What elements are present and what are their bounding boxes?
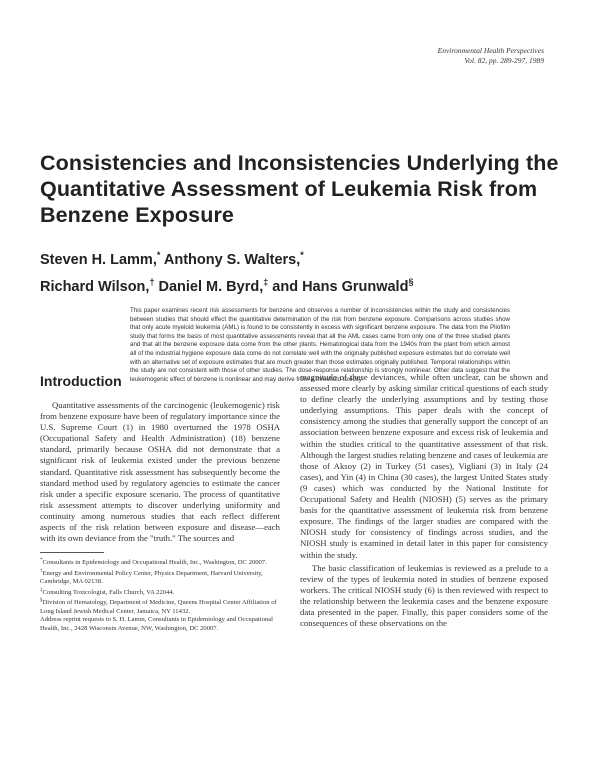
author-mark: § [408,276,414,287]
journal-header [438,46,544,66]
footnote: *Consultants in Epidemiology and Occupational Health, Inc., Washington, DC 20007. [40,558,267,567]
author-mark: ‡ [263,276,269,287]
author-mark: † [149,276,155,287]
footnote-divider [40,552,104,553]
body-paragraph: The basic classification of leukemias is reviewed as a prelude to a review of the types of leukemia noted in studies of benzene exposed workers. The critical NIOSH study (6) is then reviewed with respect to the relationship between the leukemia cases and the benzene exposure data presented in the paper. Finally, this paper considers some of the consequences of these observations on the [300,562,548,629]
body-paragraph: magnitude of these deviances, while often unclear, can be shown and assessed more clearly by asking similar critical questions of each study to define clearly the underlying assumptions and by testing those underlying assumptions. This paper deals with the concept of consistency among the studies that generally support the concept of an association between benzene exposure and excess risk of leukemia and within the studies critical to the quantitative assessment of that risk. Although the largest studies relating benzene and cases of leukemia are those of Aksoy (2) in Turkey (51 cases), Vigliani (3) in Italy (24 cases), and Yin (4) in China (30 cases), the largest United States study (9 cases) which was conducted by the National Institute for Occupational Safety and Health (NIOSH) (5) serves as the primary basis for the quantitative assessment of leukemia risk from benzene exposure. The findings of the larger studies are compared with the NIOSH study for consistency of findings across studies, and the NIOSH study is examined in detail later in this paper for consistency within the study. [300,372,548,560]
author-name: Steven H. Lamm, [40,251,157,268]
author-name: Daniel M. Byrd, [158,278,264,295]
footnote-address: Address reprint requests to S. H. Lamm, Consultants in Epidemiology and Occupational Health, Inc., 2428 Wisconsin Avenue, NW, Washington, DC 20007. [40,616,273,632]
author-name: and Hans Grunwald [272,278,409,295]
footnote: ‡Consulting Toxicologist, Falls Church, VA 22044. [40,587,175,596]
left-column [40,372,280,633]
paper-title: Consistencies and Inconsistencies Underlying the Quantitative Assessment of Leukemia Risk from Benzene Exposure [40,151,559,227]
author-name: Anthony S. Walters, [163,251,301,268]
author-mark: * [156,250,161,260]
author-name: Richard Wilson, [40,278,150,295]
journal-citation: Vol. 82, pp. 289-297, 1989 [464,56,544,65]
abstract: This paper examines recent risk assessments for benzene and observes a number of inconsistencies within the study and consistencies between studies that should effect the quantitative determination of the risk from benzene exposure. Comparisons across studies show that only acute myeloid leukemia (AML) is found to be consistently in excess with significant benzene exposure. The data from the Pliofilm study that forms the basis of most quantitative assessments reveal that all the AML cases came from only one of the three studied plants and that all the benzene exposure data come from the other plants. Hematological data from the 1940s from the plant from which almost all of the industrial hygiene exposure data come do not correlate well with the originally published exposure estimates but do correlate well with an alternative set of exposure estimates that are much greater than those estimates originally published. Temporal relationships within the study are not consistent with those of other studies. The dose-response relationship is strongly nonlinear. Other data suggest that the leukemogenic effect of benzene is nonlinear and may derive from a threshold toxicity. [130,307,510,383]
right-column [300,372,548,629]
author-list [40,244,580,298]
author-mark: * [300,250,304,260]
footnote: †Energy and Environmental Policy Center, Physics Department, Harvard University, Cambridge, MA 02138. [40,568,263,586]
footnote: §Division of Hematology, Department of Medicine, Queens Hospital Center Affiliation of Long Island Jewish Medical Center, Jamaica, NY 11432. [40,598,277,615]
body-paragraph: Quantitative assessments of the carcinogenic (leukemogenic) risk from benzene exposure have been of regulatory importance since the U.S. Supreme Court (1) in 1980 overturned the 1978 OSHA (Occupational Safety and Health Administration) (18) benzene standard, primarily because OSHA did not demonstrate that a significant risk of leukemia existed under the previous benzene standard. Quantitative risk assessment has subsequently become the standard method used by regulatory agencies to estimate the cancer risk under a specific exposure scenario. The process of quantitative risk assessment attempts to discover underlying uniformity and continuity among numerous studies that each reflect different aspects of the risk relation between exposure and disease—each with its own deviance from the "truth." The sources and [40,400,280,544]
section-heading: Introduction [40,373,122,389]
journal-name: Environmental Health Perspectives [437,46,544,55]
